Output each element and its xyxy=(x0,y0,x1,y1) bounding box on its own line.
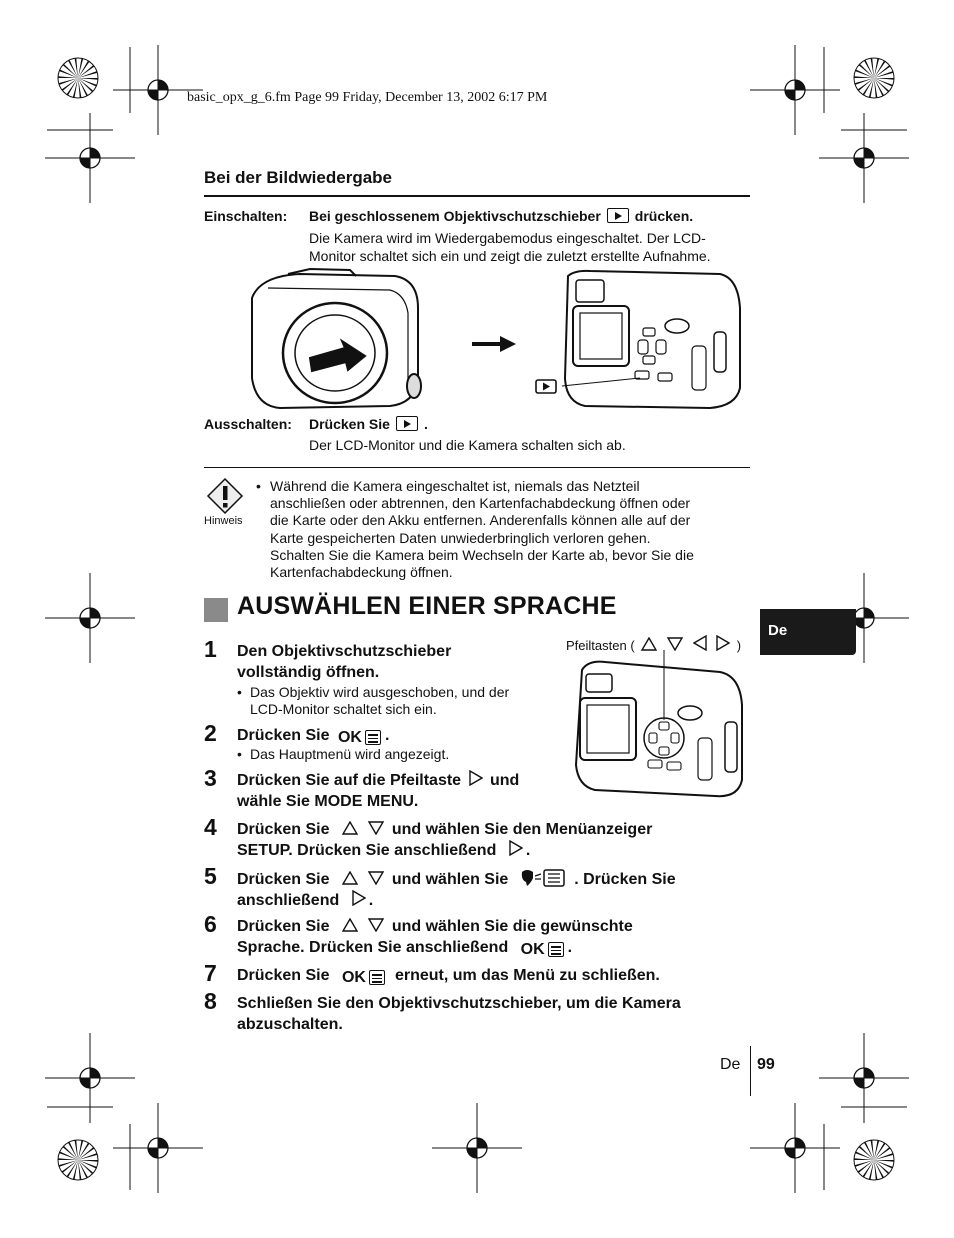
power-off-label: Ausschalten: xyxy=(204,416,292,432)
playback-button-icon xyxy=(607,208,629,223)
arrow-up-icon xyxy=(342,918,358,932)
step-7-text: Drücken Sie OK erneut, um das Menü zu schließen. xyxy=(237,967,660,986)
step-number: 1 xyxy=(204,636,217,662)
hint-icon xyxy=(205,476,245,516)
page-number: 99 xyxy=(757,1056,775,1073)
step-4-text: Drücken Sie und wählen Sie den Menüanzeiger SETUP. Drücken Sie anschließend . xyxy=(237,821,653,859)
power-off-instruction: Drücken Sie . xyxy=(309,416,428,432)
ok-menu-button-icon: OK xyxy=(342,967,385,988)
arrow-right-icon xyxy=(509,840,523,856)
arrow-right-icon xyxy=(716,635,730,651)
step-5-text: Drücken Sie und wählen Sie . Drücken Sie anschließend . xyxy=(237,868,676,911)
step-number: 3 xyxy=(204,765,217,791)
heading-marker xyxy=(204,598,228,622)
arrow-down-icon xyxy=(667,637,683,651)
footer-divider xyxy=(750,1046,751,1096)
section-title: Bei der Bildwiedergabe xyxy=(204,168,392,187)
step-6-text: Drücken Sie und wählen Sie die gewünschte Sprache. Drücken Sie anschließend OK . xyxy=(237,918,633,958)
step-1-text: Den Objektivschutzschieber vollständig öffnen. xyxy=(237,643,452,681)
section-heading: AUSWÄHLEN EINER SPRACHE xyxy=(237,592,617,620)
power-on-description: Die Kamera wird im Wiedergabemodus eingeschaltet. Der LCD- Monitor schaltet sich ein und zeigt die zuletzt erstellte Aufnahme. xyxy=(309,230,711,264)
arrow-right-icon xyxy=(469,770,483,786)
step-2-text: Drücken Sie OK . xyxy=(237,727,390,746)
step-number: 6 xyxy=(204,911,217,937)
step-8-text: Schließen Sie den Objektivschutzschieber, um die Kamera abzuschalten. xyxy=(237,995,681,1033)
power-off-description: Der LCD-Monitor und die Kamera schalten sich ab. xyxy=(309,437,626,453)
language-menu-icon xyxy=(519,868,567,888)
arrow-down-icon xyxy=(368,918,384,932)
arrow-up-icon xyxy=(641,637,657,651)
playback-button-callout xyxy=(536,380,556,393)
arrow-left-icon xyxy=(693,635,707,651)
camera-illustration-power-on xyxy=(240,268,760,413)
arrow-up-icon xyxy=(342,821,358,835)
footer-language: De xyxy=(720,1056,741,1073)
step-2-note: Das Hauptmenü wird angezeigt. xyxy=(250,746,450,762)
arrow-down-icon xyxy=(368,821,384,835)
step-number: 2 xyxy=(204,720,217,746)
step-number: 5 xyxy=(204,863,217,889)
step-number: 7 xyxy=(204,960,217,986)
hint-bullet: • xyxy=(256,478,261,494)
step-number: 8 xyxy=(204,988,217,1014)
list-bullet: • xyxy=(237,746,242,762)
hint-label: Hinweis xyxy=(204,515,243,527)
arrow-keys-caption: Pfeiltasten ( ) xyxy=(566,635,741,653)
hint-text: Während die Kamera eingeschaltet ist, niemals das Netzteil anschließen oder abtrennen, den Kartenfachabdeckung öffnen oder die Karte oder den Akku entfernen. Anderenfalls können alle auf der Karte gespeicherten Daten unwiederbringlich verloren gehen. Schalten Sie die Kamera beim Wechseln der Karte ab, bevor Sie die Kartenfachabdeckung öffnen. xyxy=(270,478,694,581)
arrow-down-icon xyxy=(368,871,384,885)
power-on-label: Einschalten: xyxy=(204,208,288,224)
file-header: basic_opx_g_6.fm Page 99 Friday, December 13, 2002 6:17 PM xyxy=(187,90,548,105)
divider xyxy=(204,195,750,197)
step-1-note: Das Objektiv wird ausgeschoben, und der LCD-Monitor schaltet sich ein. xyxy=(250,684,510,717)
ok-menu-button-icon: OK xyxy=(338,727,381,748)
power-on-instruction: Bei geschlossenem Objektivschutzschieber drücken. xyxy=(309,208,694,224)
list-bullet: • xyxy=(237,684,242,700)
arrow-right-icon xyxy=(352,890,366,906)
playback-button-icon xyxy=(396,416,418,431)
camera-illustration-arrow-keys xyxy=(570,650,750,800)
step-number: 4 xyxy=(204,814,217,840)
language-tab: De xyxy=(760,609,856,655)
divider xyxy=(204,467,750,468)
step-3-text: Drücken Sie auf die Pfeiltaste und wähle Sie MODE MENU. xyxy=(237,772,520,810)
arrow-up-icon xyxy=(342,871,358,885)
ok-menu-button-icon: OK xyxy=(521,939,564,960)
